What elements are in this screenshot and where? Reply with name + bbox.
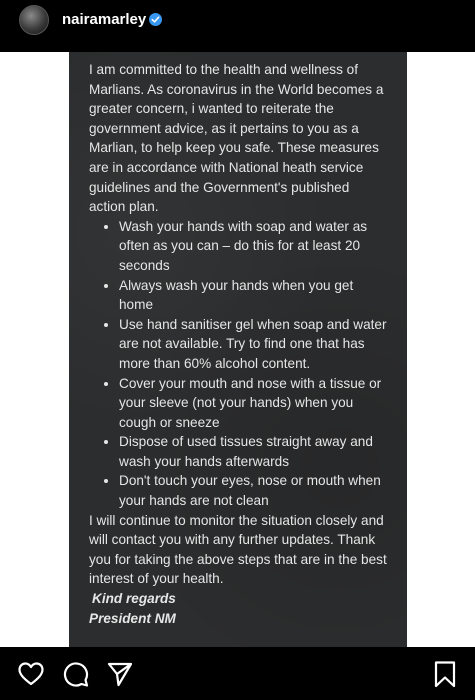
post-header xyxy=(0,0,475,52)
statement-intro: I am committed to the health and wellness of Marlians. As coronavirus in the World becomes a greater concern, i wanted to reiterate the government advice, as it pertains to you as a Marlian, to help keep you safe. These measures are in accordance with National heath service guidelines and the Government's published action plan. xyxy=(89,62,384,215)
comment-icon[interactable] xyxy=(62,660,90,688)
post-image xyxy=(0,52,475,647)
username[interactable]: nairamarley xyxy=(62,11,147,28)
advice-list xyxy=(89,217,389,511)
sign-off xyxy=(89,589,389,609)
bookmark-icon[interactable] xyxy=(431,660,459,688)
avatar[interactable] xyxy=(19,5,49,35)
statement-card xyxy=(69,52,407,647)
advice-item: • Use hand sanitiser gel when soap and water are not available. Try to find one that has more than 60% alcohol content. xyxy=(119,315,389,374)
advice-item: • Don't touch your eyes, nose or mouth when your hands are not clean xyxy=(119,471,389,510)
verified-badge-icon xyxy=(149,13,162,26)
heart-icon[interactable] xyxy=(17,660,45,688)
advice-item: • Always wash your hands when you get home xyxy=(119,276,389,315)
advice-item: • Cover your mouth and nose with a tissue or your sleeve (not your hands) when you cough or sneeze xyxy=(119,374,389,433)
advice-item: • Wash your hands with soap and water as often as you can – do this for at least 20 seconds xyxy=(119,217,389,276)
action-bar xyxy=(0,647,475,700)
statement-text xyxy=(89,60,389,628)
statement-closing: I will continue to monitor the situation closely and will contact you with any further updates. Thank you for taking the above steps that are in the best interest of your health. xyxy=(89,512,387,587)
signature: President NM xyxy=(89,610,176,626)
advice-item: • Dispose of used tissues straight away and wash your hands afterwards xyxy=(119,432,389,471)
share-icon[interactable] xyxy=(106,660,134,688)
regards-text: Kind regards xyxy=(92,591,176,607)
